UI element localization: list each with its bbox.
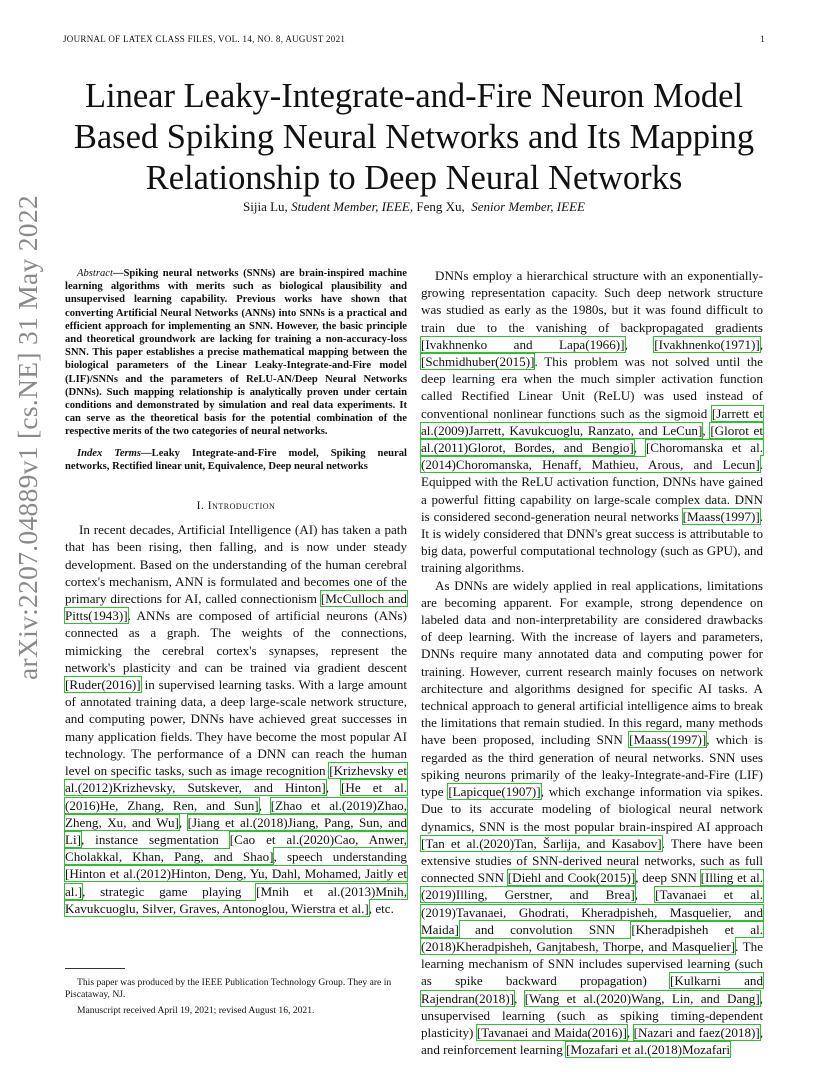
text-run: ,: [624, 336, 655, 352]
text-run: . ANNs are composed of artificial neurons (ANs) connected as a graph. The weights of the connections, mimicking the cerebral cortex's synapses, represent the network's plasticity and can be trained via gradient descent: [65, 608, 407, 675]
abstract-label: Abstract: [77, 268, 113, 279]
citation-link[interactable]: [Illing et al.(2019)Illing, Gerstner, and Brea]: [421, 870, 763, 903]
text-run: DNNs employ a hierarchical structure with an exponentially-growing representation capacity. Such deep network structure was studied as early as the 1980s, but it was found difficult to train due to the vanishing of backpropagated gradients: [421, 268, 763, 335]
text-run: , strategic game playing: [82, 883, 257, 899]
intro-paragraph-3: [421, 577, 763, 1059]
citation-link[interactable]: [Kulkarni and Rajendran(2018)]: [421, 973, 763, 1006]
text-run: , and reinforcement learning: [421, 1024, 764, 1058]
citation-link[interactable]: [Choromanska et al.(2014)Choromanska, Henaff, Mathieu, Arous, and Lecun]: [421, 440, 763, 473]
author-2-role: Senior Member, IEEE: [471, 199, 585, 214]
text-run: ,: [759, 336, 763, 352]
text-run: ,: [178, 814, 188, 830]
text-run: In recent decades, Artificial Intelligence (AI) has taken a path that has been rising, then falling, and is now under steady development. Based on the understanding of the human cerebral cortex's mechanism, ANN is formulated and becomes one of the primary directions for AI, called connectionism: [65, 522, 407, 607]
author-1: Sijia Lu,: [243, 199, 288, 214]
footnote-line-1: This paper was produced by the IEEE Publication Technology Group. They are in Piscataway, NJ.: [65, 977, 392, 1000]
left-column: [65, 267, 407, 917]
citation-link[interactable]: [Mozafari et al.(2018)Mozafari: [566, 1042, 731, 1058]
running-header: [63, 34, 765, 44]
author-1-role: Student Member, IEEE,: [291, 199, 414, 214]
abstract-text: —Spiking neural networks (SNNs) are brain-inspired machine learning algorithms with merits such as biological plausibility and unsupervised learning capability. Previous works have shown that converting Artificial Neural Networks (ANNs) into SNNs is a practical and efficient approach for implementing an SNN. However, the basic principle and theoretical groundwork are lacking for training a non-accuracy-loss SNN. This paper establishes a precise mathematical mapping between the biological parameters of the Linear Leaky-Integrate-and-Fire model (LIF)/SNNs and the parameters of ReLU-AN/Deep Neural Networks (DNNs). Such mapping relationship is analytically proven under certain conditions and demonstrated by simulation and real data experiments. It can serve as the theoretical basis for the potential combination of the respective merits of the two categories of neural networks.: [65, 268, 407, 438]
author-2: Feng Xu,: [416, 199, 465, 214]
intro-paragraph-1: [65, 521, 407, 917]
citation-link[interactable]: [Maass(1997)]: [629, 732, 707, 748]
text-run: ,: [626, 1024, 634, 1040]
citation-link[interactable]: [Schmidhuber(2015)]: [421, 354, 535, 370]
citation-link[interactable]: [Maass(1997)]: [682, 508, 760, 524]
section-heading-introduction: [65, 498, 407, 515]
text-run: . This problem was not solved until the deep learning era when the much simpler activation function called Rectified Linear Unit (ReLU) was used instead of conventional nonlinear functions such as the sigmoid: [421, 354, 763, 421]
citation-link[interactable]: [Tavanaei and Maida(2016)]: [476, 1024, 627, 1040]
citation-link[interactable]: [Glorot et al.(2011)Glorot, Bordes, and Bengio]: [421, 422, 764, 456]
citation-link[interactable]: [Ivakhnenko(1971)]: [654, 336, 760, 352]
text-run: . There have been extensive studies of SNN-derived neural networks, such as full connected SNN: [421, 835, 763, 886]
citation-link[interactable]: [Cao et al.(2020)Cao, Anwer, Cholakkal, Khan, Pang, and Shao]: [65, 831, 407, 865]
citation-link[interactable]: [Jarrett et al.(2009)Jarrett, Kavukcuoglu, Ranzato, and LeCun]: [421, 405, 763, 438]
citation-link[interactable]: [Hinton et al.(2012)Hinton, Deng, Yu, Dahl, Mohamed, Jaitly et al.]: [65, 866, 407, 899]
journal-name: JOURNAL OF LATEX CLASS FILES, VOL. 14, NO. 8, AUGUST 2021: [63, 34, 346, 44]
citation-link[interactable]: [Tavanaei et al.(2019)Tavanaei, Ghodrati, Kheradpisheh, Masquelier, and Maida]: [421, 887, 764, 937]
text-run: ,: [634, 887, 656, 903]
citation-link[interactable]: [Nazari and faez(2018)]: [633, 1024, 760, 1040]
index-terms: [65, 447, 407, 473]
text-run: . Equipped with the ReLU activation function, DNNs have gained a powerful fitting capability on large-scale complex data. DNN is considered second-generation neural networks: [421, 457, 763, 524]
citation-link[interactable]: [Kheradpisheh et al.(2018)Kheradpisheh, Ganjtabesh, Thorpe, and Masquelier]: [421, 921, 763, 954]
right-column: [421, 267, 763, 1058]
intro-paragraph-2: [421, 267, 763, 577]
citation-link[interactable]: [Lapicque(1907)]: [448, 784, 541, 800]
footnote: [65, 977, 407, 1021]
index-terms-label: Index Terms: [77, 447, 142, 459]
citation-link[interactable]: [McCulloch and Pitts(1943)]: [65, 591, 407, 624]
text-run: , unsupervised learning (such as spiking timing-dependent plasticity): [421, 990, 763, 1040]
text-run: . It is widely considered that DNN's great success is attributable to big data, powerful computational technology (such as GPU), and training algorithms.: [421, 508, 763, 576]
citation-link[interactable]: [Wang et al.(2020)Wang, Lin, and Dang]: [524, 990, 760, 1006]
text-run: , speech understanding: [273, 849, 407, 865]
text-run: , deep SNN: [635, 870, 701, 886]
author-line: [63, 199, 765, 215]
text-run: , which exchange information via spikes. Due to its accurate modeling of biological neural network dynamics, SNN is the most popular brain-inspired AI approach: [421, 784, 763, 834]
citation-link[interactable]: [He et al.(2016)He, Zhang, Ren, and Sun]: [65, 780, 408, 813]
text-run: ,: [258, 797, 271, 813]
page-number: 1: [760, 34, 765, 44]
text-run: and convolution SNN: [458, 921, 632, 937]
text-run: ,: [633, 440, 646, 456]
citation-link[interactable]: [Ivakhnenko and Lapa(1966)]: [421, 336, 625, 352]
text-run: ,: [325, 780, 342, 796]
footnote-rule: [65, 968, 125, 969]
text-run: , which is regarded as the third generation of neural networks. SNN uses spiking neurons primarily of the leaky-Integrate-and-Fire (LIF) type: [421, 732, 763, 800]
section-title: Introduction: [207, 500, 276, 513]
citation-link[interactable]: [Zhao et al.(2019)Zhao, Zheng, Xu, and Wu]: [65, 797, 408, 830]
paper-title: Linear Leaky-Integrate-and-Fire Neuron Model Based Spiking Neural Networks and Its Mapping Relationship to Deep Neural Networks: [73, 77, 755, 197]
citation-link[interactable]: [Jiang et al.(2018)Jiang, Pang, Sun, and Li]: [65, 814, 408, 847]
text-run: , etc.: [368, 900, 394, 916]
text-run: , instance segmentation: [81, 831, 230, 847]
citation-link[interactable]: [Diehl and Cook(2015)]: [507, 870, 636, 886]
citation-link[interactable]: [Mnih et al.(2013)Mnih, Kavukcuoglu, Silver, Graves, Antonoglou, Wierstra et al.]: [65, 883, 407, 916]
abstract: [65, 267, 407, 439]
index-terms-text: —Leaky Integrate-and-Fire model, Spiking neural networks, Rectified linear unit, Equivalence, Deep neural networks: [65, 447, 407, 472]
citation-link[interactable]: [Tan et al.(2020)Tan, Šarlija, and Kasabov]: [421, 835, 662, 851]
section-number: I.: [196, 500, 208, 513]
text-run: in supervised learning tasks. With a large amount of annotated training data, a deep large-scale network structure, and computing power, DNNs have achieved great successes in many application fields. They have become the most popular AI technology. The performance of a DNN can reach the human level on specific tasks, such as image recognition: [65, 677, 407, 779]
text-run: ,: [702, 422, 711, 438]
footnote-line-2: Manuscript received April 19, 2021; revised August 16, 2021.: [77, 1005, 315, 1016]
text-run: . The learning mechanism of SNN includes supervised learning (such as spike backward propagation): [421, 938, 764, 989]
citation-link[interactable]: [Ruder(2016)]: [65, 677, 141, 693]
citation-link[interactable]: [Krizhevsky et al.(2012)Krizhevsky, Sutskever, and Hinton]: [65, 763, 407, 796]
arxiv-stamp: arXiv:2207.04889v1 [cs.NE] 31 May 2022: [12, 195, 43, 680]
text-run: As DNNs are widely applied in real applications, limitations are becoming apparent. For example, strong dependence on labeled data and non-interpretability are considered drawbacks of deep learning. With the increase of layers and parameters, DNNs require many annotated data and computing power for training. However, current research mainly focuses on network architecture and algorithms designed for specific AI tasks. A technical approach to general artificial intelligence aims to break the limitations that remain studied. In this regard, many methods have been proposed, including SNN: [421, 577, 763, 748]
text-run: ,: [514, 990, 525, 1006]
